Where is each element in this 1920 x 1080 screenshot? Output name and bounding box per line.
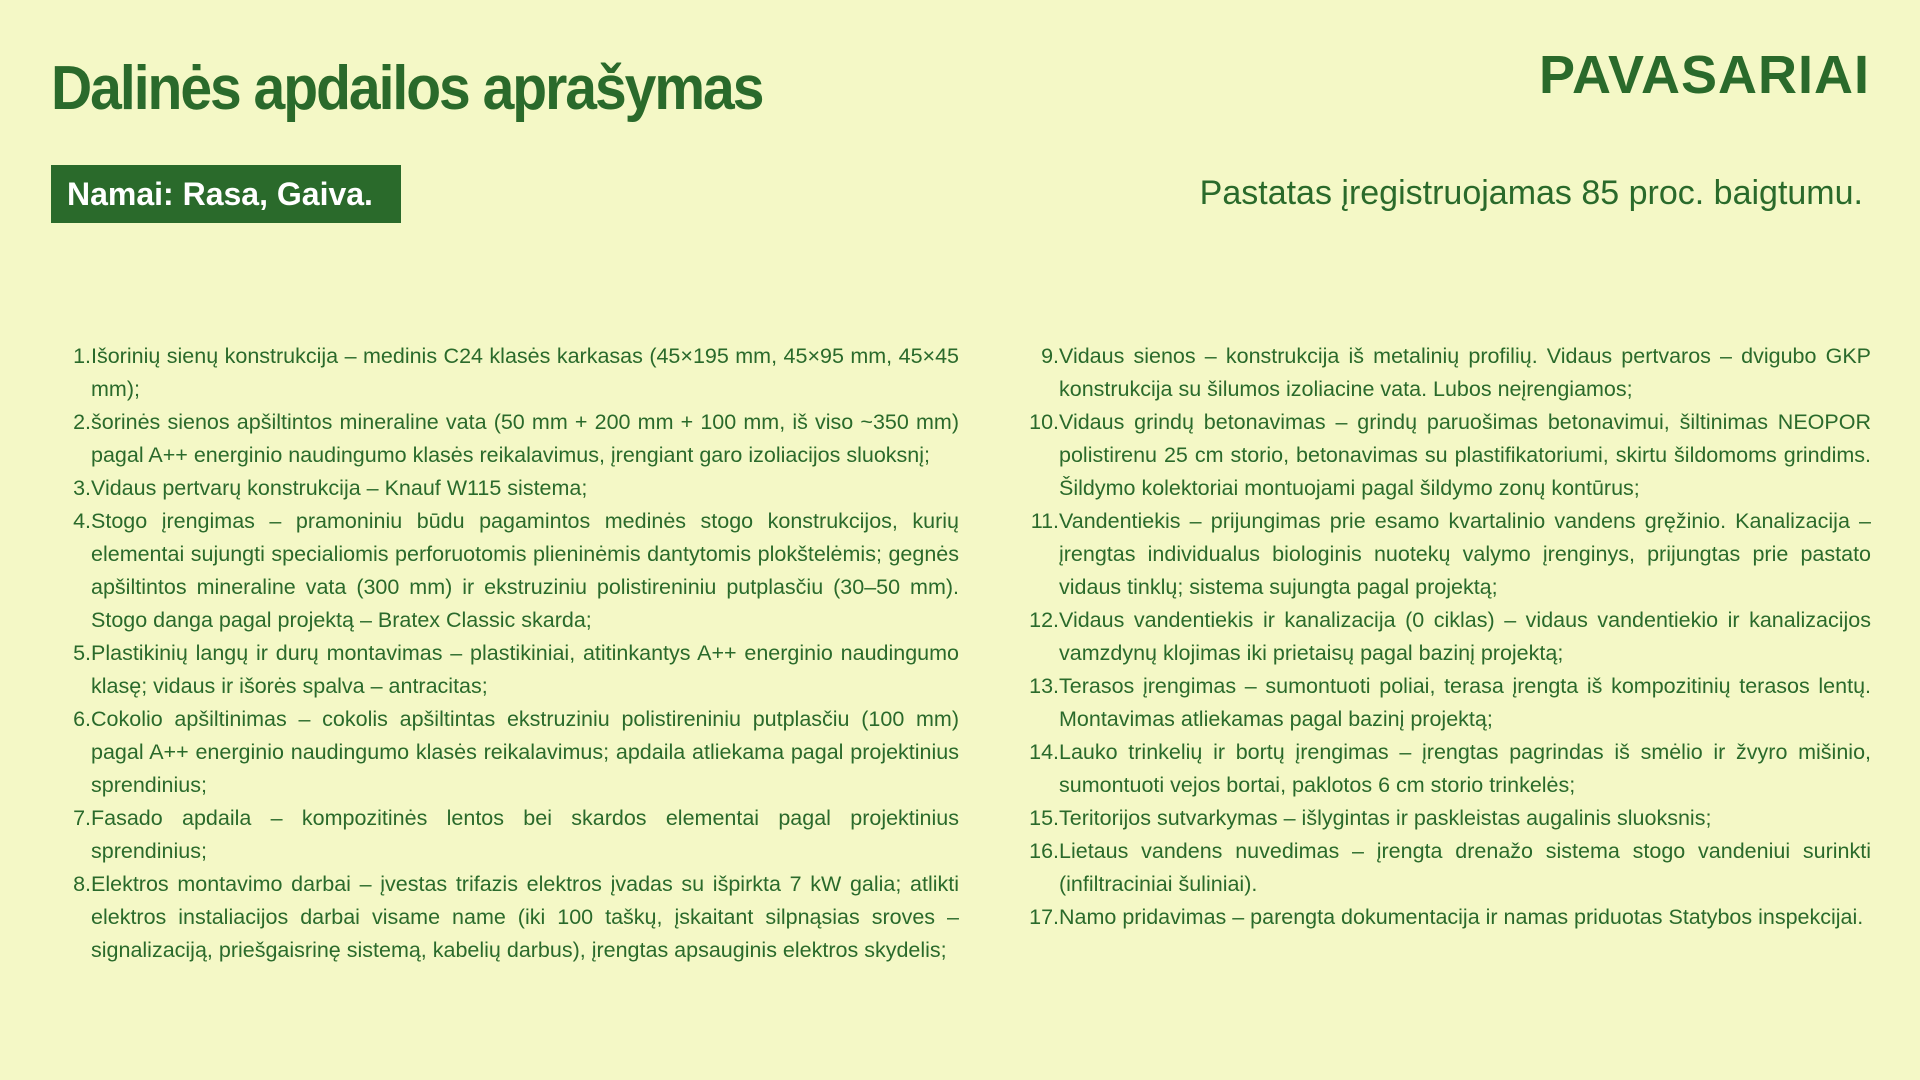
item-number: 5.	[73, 641, 91, 665]
item-text: Vandentiekis – prijungimas prie esamo kvartalinio vandens gręžinio. Kanalizacija – įrengtas individualus biologinis nuotekų valymo įrenginys, prijungtas prie pastato vidaus tinklų; sistema sujungta pagal projektą;	[1059, 509, 1871, 599]
item-text: Namo pridavimas – parengta dokumentacija ir namas priduotas Statybos inspekcijai.	[1059, 905, 1864, 929]
page-title: Dalinės apdailos aprašymas	[51, 54, 763, 123]
list-item	[1024, 901, 1871, 934]
item-number: 14.	[1029, 740, 1059, 764]
list-item	[58, 406, 959, 472]
list-item	[1024, 406, 1871, 505]
item-number: 12.	[1029, 608, 1059, 632]
list-item	[1024, 835, 1871, 901]
item-number: 1.	[73, 344, 91, 368]
item-text: Cokolio apšiltinimas – cokolis apšiltintas ekstruziniu polistireniniu putplasčiu (100 mm) pagal A++ energinio naudingumo klasės reikalavimus; apdaila atliekama pagal projektinius sprendinius;	[91, 707, 959, 797]
item-number: 10.	[1029, 410, 1059, 434]
item-text: šorinės sienos apšiltintos mineraline vata (50 mm + 200 mm + 100 mm, iš viso ~350 mm) pagal A++ energinio naudingumo klasės reikalavimus, įrengiant garo izoliacijos sluoksnį;	[91, 410, 959, 467]
list-item	[58, 340, 959, 406]
brand-logo-text: PAVASARIAI	[1538, 45, 1870, 105]
list-item	[58, 472, 959, 505]
item-text: Išorinių sienų konstrukcija – medinis C24 klasės karkasas (45×195 mm, 45×95 mm, 45×45 mm);	[91, 344, 959, 401]
item-number: 16.	[1029, 839, 1059, 863]
item-text: Elektros montavimo darbai – įvestas trifazis elektros įvadas su išpirkta 7 kW galia; atlikti elektros instaliacijos darbai visame name (iki 100 taškų, įskaitant silpnąsias sroves – signalizaciją, priešgaisrinę sistemą, kabelių darbus), įrengtas apsauginis elektros skydelis;	[91, 872, 959, 962]
list-item	[58, 703, 959, 802]
list-item	[1024, 340, 1871, 406]
item-number: 8.	[73, 872, 91, 896]
item-text: Vidaus grindų betonavimas – grindų paruošimas betonavimui, šiltinimas NEOPOR polistirenu 25 cm storio, betonavimas su plastifikatoriumi, skirtu šildomoms grindims. Šildymo kolektoriai montuojami pagal šildymo zonų kontūrus;	[1059, 410, 1871, 500]
item-number: 17.	[1029, 905, 1059, 929]
item-text: Fasado apdaila – kompozitinės lentos bei skardos elementai pagal projektinius sprendinius;	[91, 806, 959, 863]
item-number: 13.	[1029, 674, 1059, 698]
item-number: 11.	[1030, 509, 1059, 533]
item-text: Plastikinių langų ir durų montavimas – plastikiniai, atitinkantys A++ energinio naudingumo klasę; vidaus ir išorės spalva – antracitas;	[91, 641, 959, 698]
item-number: 15.	[1029, 806, 1059, 830]
item-text: Vidaus pertvarų konstrukcija – Knauf W115 sistema;	[91, 476, 588, 500]
list-item	[1024, 736, 1871, 802]
item-number: 4.	[73, 509, 91, 533]
item-number: 3.	[73, 476, 91, 500]
item-number: 2.	[73, 410, 91, 434]
item-text: Teritorijos sutvarkymas – išlygintas ir paskleistas augalinis sluoksnis;	[1059, 806, 1712, 830]
item-text: Vidaus sienos – konstrukcija iš metalinių profilių. Vidaus pertvaros – dvigubo GKP konstrukcija su šilumos izoliacine vata. Lubos neįrengiamos;	[1059, 344, 1871, 401]
list-item	[58, 637, 959, 703]
item-text: Stogo įrengimas – pramoniniu būdu pagamintos medinės stogo konstrukcijos, kurių elementai sujungti specialiomis perforuotomis plieninėmis dantytomis plokštelėmis; gegnės apšiltintos mineraline vata (300 mm) ir ekstruziniu polistireniniu putplasčiu (30–50 mm). Stogo danga pagal projektą – Bratex Classic skarda;	[91, 509, 959, 632]
list-item	[58, 802, 959, 868]
houses-tag: Namai: Rasa, Gaiva.	[51, 165, 401, 223]
item-number: 9.	[1041, 344, 1059, 368]
item-number: 6.	[73, 707, 91, 731]
list-item	[58, 505, 959, 637]
item-number: 7.	[73, 806, 91, 830]
list-item	[58, 868, 959, 967]
list-item	[1024, 802, 1871, 835]
item-text: Lietaus vandens nuvedimas – įrengta drenažo sistema stogo vandeniui surinkti (infiltraciniai šuliniai).	[1059, 839, 1871, 896]
list-item	[1024, 604, 1871, 670]
list-item	[1024, 670, 1871, 736]
finish-list-right	[1024, 340, 1871, 934]
list-item	[1024, 505, 1871, 604]
finish-list-left	[58, 340, 959, 967]
item-text: Lauko trinkelių ir bortų įrengimas – įrengtas pagrindas iš smėlio ir žvyro mišinio, sumontuoti vejos bortai, paklotos 6 cm storio trinkelės;	[1059, 740, 1871, 797]
item-text: Vidaus vandentiekis ir kanalizacija (0 ciklas) – vidaus vandentiekio ir kanalizacijos vamzdynų klojimas iki prietaisų pagal bazinį projektą;	[1059, 608, 1871, 665]
item-text: Terasos įrengimas – sumontuoti poliai, terasa įrengta iš kompozitinių terasos lentų. Montavimas atliekamas pagal bazinį projektą;	[1059, 674, 1871, 731]
completion-note: Pastatas įregistruojamas 85 proc. baigtumu.	[1199, 174, 1863, 212]
